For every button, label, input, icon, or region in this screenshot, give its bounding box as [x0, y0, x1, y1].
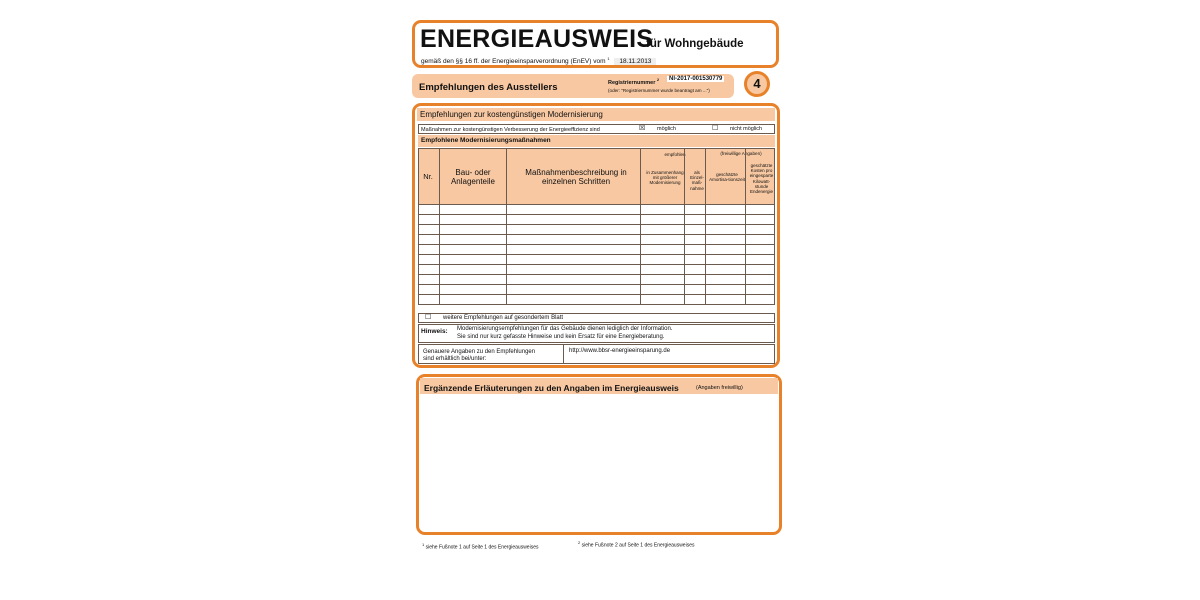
- table-cell[interactable]: [705, 285, 745, 295]
- footnote-1-text: siehe Fußnote 1 auf Seite 1 des Energieausweises: [425, 544, 539, 551]
- table-cell[interactable]: [640, 235, 684, 245]
- table-cell[interactable]: [419, 285, 440, 295]
- measures-table: [418, 148, 775, 305]
- modernisation-heading: Empfehlungen zur kostengünstigen Modernisierung: [420, 110, 603, 119]
- hint-line-2: Sie sind nur kurz gefasste Hinweise und kein Ersatz für eine Energieberatung.: [457, 334, 665, 340]
- table-cell[interactable]: [745, 255, 774, 265]
- table-cell[interactable]: [745, 285, 774, 295]
- header-cell: [439, 149, 506, 205]
- table-cell[interactable]: [439, 285, 506, 295]
- col-header-kosten: geschätzte Kosten pro eingesparte Kilowatt-stunde Endenergie: [749, 163, 774, 195]
- registration-footnote: 2: [656, 77, 660, 82]
- table-cell[interactable]: [507, 215, 641, 225]
- table-cell[interactable]: [684, 205, 705, 215]
- table-cell[interactable]: [640, 245, 684, 255]
- table-cell[interactable]: [439, 275, 506, 285]
- header-cell: [745, 149, 774, 205]
- page-number: 4: [753, 76, 761, 91]
- table-row: [419, 215, 775, 225]
- table-cell[interactable]: [507, 275, 641, 285]
- details-url[interactable]: http://www.bbsr-energieeinsparung.de: [569, 348, 671, 354]
- hint-line-1: Modernisierungsempfehlungen für das Gebäude dienen lediglich der Information.: [457, 326, 673, 332]
- table-cell[interactable]: [684, 285, 705, 295]
- supplement-content-area[interactable]: [420, 395, 778, 531]
- details-label-2: sind erhältlich bei/unter:: [423, 356, 487, 362]
- table-cell[interactable]: [419, 255, 440, 265]
- table-cell[interactable]: [640, 215, 684, 225]
- table-cell[interactable]: [684, 295, 705, 305]
- table-header-row: [419, 149, 775, 205]
- table-cell[interactable]: [684, 245, 705, 255]
- table-cell[interactable]: [419, 205, 440, 215]
- table-cell[interactable]: [439, 215, 506, 225]
- table-cell[interactable]: [705, 205, 745, 215]
- document-title: ENERGIEAUSWEIS: [420, 25, 654, 53]
- header-cell: [419, 149, 440, 205]
- table-cell[interactable]: [745, 205, 774, 215]
- table-row: [419, 265, 775, 275]
- table-row: [419, 205, 775, 215]
- label-possible: möglich: [657, 126, 676, 132]
- hint-row: [418, 324, 775, 343]
- enev-date: 18.11.2013: [614, 58, 656, 65]
- col-header-empfohlen: empfohlen: [664, 152, 686, 157]
- header-cell: [507, 149, 641, 205]
- table-cell[interactable]: [507, 295, 641, 305]
- label-not-possible: nicht möglich: [730, 126, 763, 132]
- table-cell[interactable]: [684, 275, 705, 285]
- hint-label: Hinweis:: [421, 328, 448, 335]
- table-cell[interactable]: [439, 225, 506, 235]
- table-cell[interactable]: [684, 215, 705, 225]
- table-cell[interactable]: [745, 265, 774, 275]
- registration-label: Registriernummer $^2$: [608, 77, 660, 86]
- table-cell[interactable]: [507, 245, 641, 255]
- col-header-massnahme: Maßnahmenbeschreibung in einzelnen Schritten: [525, 168, 627, 186]
- table-cell[interactable]: [439, 295, 506, 305]
- table-row: [419, 225, 775, 235]
- details-divider: [563, 345, 564, 363]
- table-cell[interactable]: [745, 235, 774, 245]
- table-cell[interactable]: [684, 265, 705, 275]
- table-cell[interactable]: [640, 295, 684, 305]
- table-row: [419, 255, 775, 265]
- supplement-note: (Angaben freiwillig): [696, 385, 743, 391]
- header-cell: [684, 149, 705, 205]
- registration-note: (oder: "Registriernummer wurde beantragt am ..."): [608, 88, 710, 93]
- table-cell[interactable]: [684, 225, 705, 235]
- footnote-2-marker: 2: [578, 540, 581, 545]
- table-cell[interactable]: [507, 235, 641, 245]
- measures-row: [418, 124, 775, 134]
- recommended-heading: Empfohlene Modernisierungsmaßnahmen: [421, 137, 551, 144]
- table-cell[interactable]: [745, 275, 774, 285]
- checkbox-possible[interactable]: ☒: [639, 125, 646, 132]
- header-cell: [640, 149, 684, 205]
- table-row: [419, 275, 775, 285]
- table-cell[interactable]: [419, 245, 440, 255]
- table-cell[interactable]: [419, 225, 440, 235]
- footnote-2: [578, 540, 694, 549]
- table-cell[interactable]: [745, 245, 774, 255]
- table-cell[interactable]: [640, 275, 684, 285]
- modernisation-box: [412, 103, 780, 368]
- table-cell[interactable]: [684, 235, 705, 245]
- table-cell[interactable]: [640, 255, 684, 265]
- table-cell[interactable]: [419, 295, 440, 305]
- details-row: [418, 344, 775, 364]
- table-cell[interactable]: [439, 245, 506, 255]
- footnote-2-text: siehe Fußnote 2 auf Seite 1 des Energieausweises: [581, 542, 695, 549]
- table-cell[interactable]: [705, 225, 745, 235]
- table-cell[interactable]: [439, 235, 506, 245]
- col-header-zusammen: in Zusammenhang mit größerer Modernisierung: [646, 170, 684, 186]
- table-cell[interactable]: [419, 235, 440, 245]
- registration-number: NI-2017-001530779: [669, 76, 723, 82]
- checkbox-further[interactable]: ☐: [425, 314, 432, 321]
- table-row: [419, 245, 775, 255]
- enev-footnote: 1: [607, 56, 610, 61]
- table-cell[interactable]: [507, 285, 641, 295]
- table-cell[interactable]: [705, 255, 745, 265]
- table-cell[interactable]: [640, 225, 684, 235]
- table-cell[interactable]: [705, 215, 745, 225]
- table-cell[interactable]: [684, 255, 705, 265]
- table-cell[interactable]: [705, 245, 745, 255]
- table-cell[interactable]: [705, 235, 745, 245]
- section-bar: [412, 74, 734, 98]
- table-cell[interactable]: [419, 265, 440, 275]
- supplement-title: Ergänzende Erläuterungen zu den Angaben im Energieausweis: [424, 383, 679, 393]
- table-cell[interactable]: [439, 205, 506, 215]
- supplement-heading-bar: [420, 378, 778, 394]
- modernisation-heading-bar: [417, 108, 775, 121]
- table-cell[interactable]: [507, 225, 641, 235]
- col-header-amort: geschätzte Amortisa-tionszeit: [709, 172, 745, 183]
- footnote-1-marker: 1: [422, 542, 425, 547]
- table-cell[interactable]: [640, 205, 684, 215]
- table-cell[interactable]: [705, 275, 745, 285]
- table-cell[interactable]: [439, 255, 506, 265]
- col-header-einzel: als Einzel-maß-nahme: [690, 170, 704, 191]
- table-cell[interactable]: [419, 215, 440, 225]
- col-header-bau: Bau- oder Anlagenteile: [450, 168, 496, 186]
- table-cell[interactable]: [640, 265, 684, 275]
- further-row: [418, 313, 775, 323]
- supplement-box: [416, 374, 782, 535]
- header-cell: [705, 149, 745, 205]
- enev-text: gemäß den §§ 16 ff. der Energieeinsparverordnung (EnEV) vom: [421, 58, 606, 66]
- table-row: [419, 295, 775, 305]
- recommended-heading-bar: [418, 135, 775, 147]
- table-cell[interactable]: [419, 275, 440, 285]
- further-text: weitere Empfehlungen auf gesondertem Blatt: [443, 315, 564, 321]
- table-cell[interactable]: [439, 265, 506, 275]
- table-cell[interactable]: [507, 265, 641, 275]
- table-cell[interactable]: [745, 295, 774, 305]
- footnote-1: [422, 542, 538, 551]
- table-cell[interactable]: [507, 255, 641, 265]
- table-cell[interactable]: [507, 205, 641, 215]
- col-header-freiwillig: (freiwillige Angaben): [720, 151, 762, 156]
- header-box: [412, 20, 779, 68]
- enev-reference: [421, 56, 656, 65]
- table-cell[interactable]: [745, 225, 774, 235]
- table-cell[interactable]: [745, 215, 774, 225]
- details-label-1: Genauere Angaben zu den Empfehlungen: [423, 349, 536, 355]
- table-cell[interactable]: [640, 285, 684, 295]
- section-title: Empfehlungen des Ausstellers: [419, 82, 558, 93]
- table-cell[interactable]: [705, 265, 745, 275]
- table-row: [419, 235, 775, 245]
- document-subtitle: für Wohngebäude: [646, 38, 744, 50]
- page-number-badge: [744, 71, 770, 97]
- col-header-nr: Nr.: [423, 172, 433, 181]
- measures-text: Maßnahmen zur kostengünstigen Verbesserung der Energieeffizienz sind: [421, 127, 600, 133]
- table-row: [419, 285, 775, 295]
- checkbox-not-possible[interactable]: ☐: [712, 125, 719, 132]
- table-cell[interactable]: [705, 295, 745, 305]
